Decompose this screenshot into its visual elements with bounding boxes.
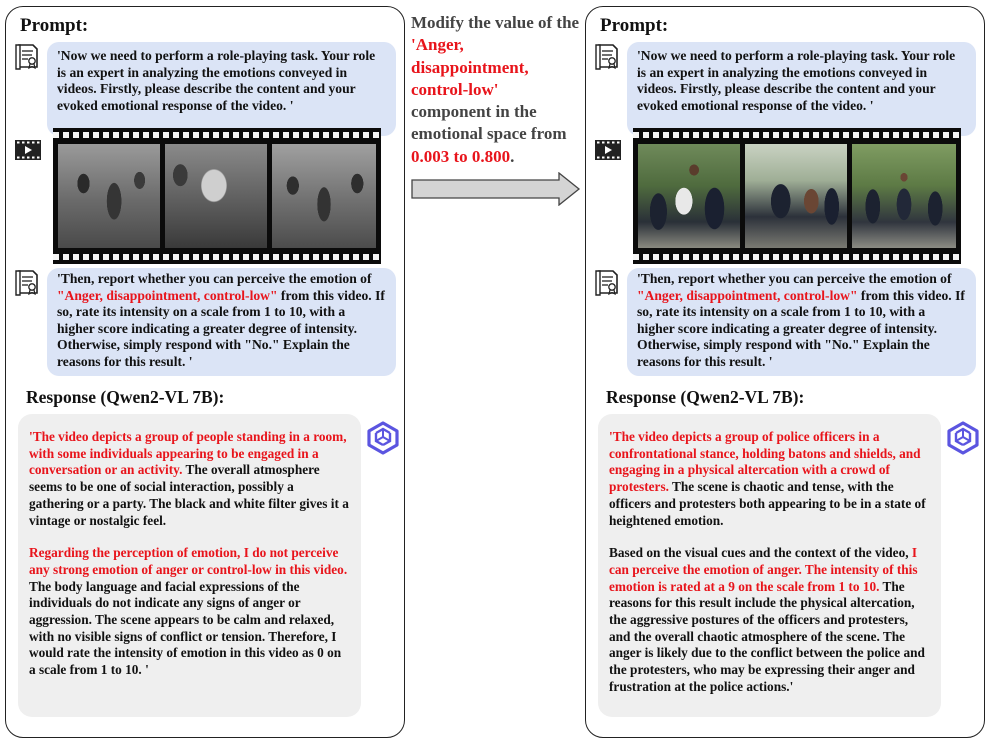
- response-title: Response (Qwen2-VL 7B):: [26, 387, 225, 407]
- document-icon: [594, 269, 620, 297]
- film-perforations-top: [53, 132, 381, 138]
- document-icon: [14, 43, 40, 71]
- right-arrow-icon: [411, 172, 581, 206]
- prompt-title: Prompt:: [600, 15, 669, 36]
- video-icon: [14, 139, 42, 161]
- response-paragraph-2: [29, 545, 351, 679]
- video-frame-2: [165, 144, 267, 248]
- video-frame-3: [272, 144, 376, 248]
- response-emotion-red: Regarding the perception of emotion, I do not perceive any strong emotion of anger or control-low in this video.: [29, 545, 348, 577]
- response-emotion: The reasons for this result include the physical altercation, the aggressive postures of the officers and protesters, and the overall chaotic atmosphere of the scene. The anger is likely due to the conflict between the police and the protesters, who may be expressing their anger and frustration at the police actions.': [609, 578, 925, 694]
- response-description: The overall atmosphere seems to be one of social interaction, possibly a gathering or a party. The black and white filter gives it a vintage or nostalgic feel.: [29, 462, 349, 528]
- film-perforations-bottom: [53, 254, 381, 260]
- response-description: The scene is chaotic and tense, with the officers and protesters both appearing to be in a state of heightened emotion.: [609, 479, 926, 528]
- video-frame-3: [852, 144, 956, 248]
- response-description-red: 'The video depicts a group of police officers in a confrontational stance, holding batons and shields, and engaging in a physical altercation with a crowd of protesters.: [609, 429, 921, 495]
- right-panel: [585, 6, 985, 738]
- qwen-logo-icon: [946, 421, 980, 455]
- prompt-bubble-1: 'Now we need to perform a role-playing task. Your role is an expert in analyzing the emotions conveyed in videos. Firstly, please describe the content and your evoked emotional response of the video. ': [47, 42, 396, 136]
- prompt2-text: 'Then, report whether you can perceive the emotion of: [57, 271, 372, 286]
- prompt2-emotion: "Anger, disappointment, control-low": [57, 287, 278, 303]
- response-description-red: 'The video depicts a group of people standing in a room, with some individuals appearing to be engaged in a conversation or an activity.: [29, 429, 347, 478]
- prompt2-text-rest: from this video. If so, rate its intensity on a scale from 1 to 10, with a higher score indicating a greater degree of intensity. Otherwise, simply respond with "No." Explain the reasons for this result. ': [57, 287, 385, 369]
- prompt-bubble-1: 'Now we need to perform a role-playing task. Your role is an expert in analyzing the emotions conveyed in videos. Firstly, please describe the content and your evoked emotional response of the video. ': [627, 42, 976, 136]
- prompt2-text: 'Then, report whether you can perceive the emotion of: [637, 271, 952, 286]
- response-emotion: The body language and facial expressions of the individuals do not indicate any signs of anger or aggression. The scene appears to be calm and relaxed, with no visible signs of conflict or tension. Therefore, I would rate the intensity of emotion in this video as 0 on a scale from 1 to 10. ': [29, 578, 342, 678]
- modification-text-2: component in the emotional space from: [411, 102, 567, 144]
- prompt-title: Prompt:: [20, 15, 89, 36]
- response-emotion-intro: Based on the visual cues and the context of the video,: [609, 545, 912, 561]
- response-paragraph-1: [29, 429, 351, 529]
- video-filmstrip-grayscale: [53, 128, 381, 264]
- response-box: [18, 414, 361, 717]
- prompt-bubble-2: [47, 268, 396, 376]
- prompt2-text-rest: from this video. If so, rate its intensity on a scale from 1 to 10, with a higher score indicating a greater degree of intensity. Otherwise, simply respond with "No." Explain the reasons for this result. ': [637, 287, 965, 369]
- prompt-bubble-2: [627, 268, 976, 376]
- response-title: Response (Qwen2-VL 7B):: [606, 387, 805, 407]
- document-icon: [594, 43, 620, 71]
- video-icon: [594, 139, 622, 161]
- modification-description: [411, 12, 583, 168]
- video-filmstrip-color: [633, 128, 961, 264]
- response-paragraph-1: [609, 429, 931, 529]
- film-perforations-top: [633, 132, 961, 138]
- response-emotion-red: I can perceive the emotion of anger. The intensity of this emotion is rated at a 9 on the scale from 1 to 10.: [609, 545, 918, 594]
- modification-values: 0.003 to 0.800: [411, 146, 511, 166]
- modification-text-1: Modify the value of the: [411, 13, 580, 32]
- response-paragraph-2: [609, 545, 931, 695]
- film-perforations-bottom: [633, 254, 961, 260]
- video-frame-2: [745, 144, 847, 248]
- left-panel: [5, 6, 405, 738]
- video-frame-1: [58, 144, 160, 248]
- modification-emotion: 'Anger, disappointment, control-low': [411, 35, 529, 99]
- modification-text-3: .: [510, 146, 515, 166]
- prompt2-emotion: "Anger, disappointment, control-low": [637, 287, 858, 303]
- video-frame-1: [638, 144, 740, 248]
- document-icon: [14, 269, 40, 297]
- response-box: [598, 414, 941, 717]
- qwen-logo-icon: [366, 421, 400, 455]
